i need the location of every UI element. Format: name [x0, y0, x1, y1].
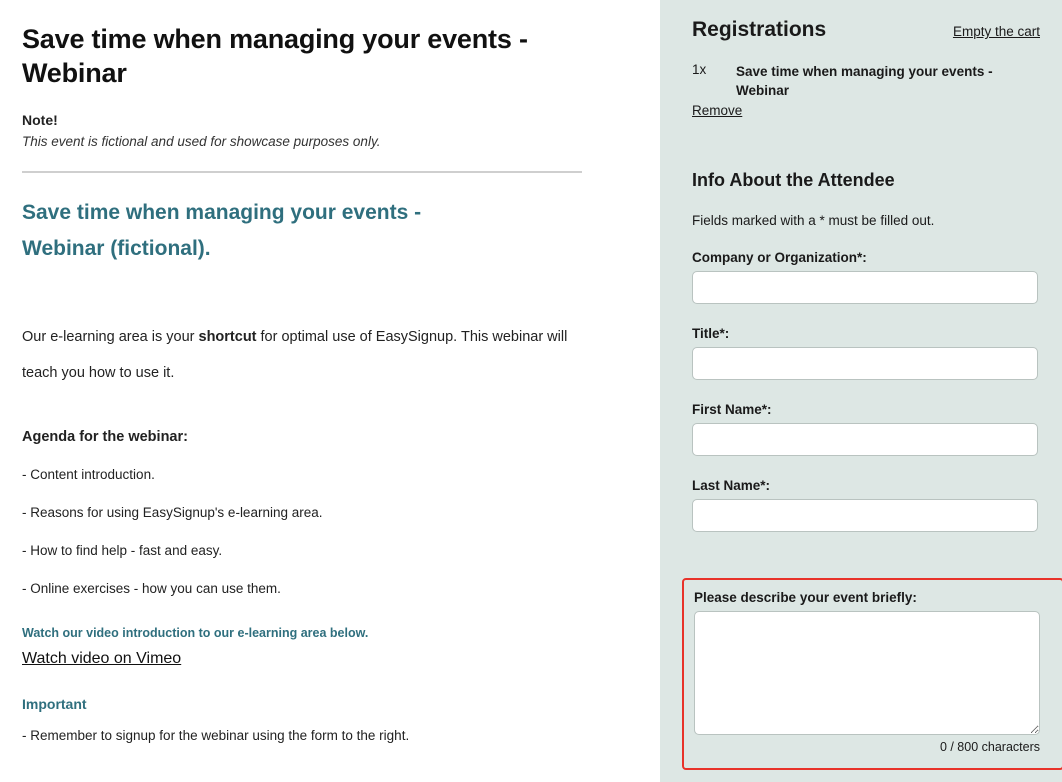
intro-paragraph	[22, 319, 580, 391]
agenda-item: - Reasons for using EasySignup's e-learning area.	[22, 505, 323, 520]
company-field-label: Company or Organization*:	[692, 250, 867, 265]
describe-event-highlighted-group	[682, 578, 1062, 770]
cart-item-name: Save time when managing your events - Webinar	[736, 64, 993, 98]
article-subtitle: Save time when managing your events - Webinar (fictional).	[22, 201, 422, 260]
page-title: Save time when managing your events - Webinar	[22, 24, 528, 88]
agenda-item: - How to find help - fast and easy.	[22, 543, 223, 558]
registration-sidebar	[660, 0, 1062, 782]
last-name-input[interactable]	[692, 499, 1038, 532]
note-text: This event is fictional and used for showcase purposes only.	[22, 134, 381, 149]
first-name-field-label: First Name*:	[692, 402, 772, 417]
empty-cart-link[interactable]: Empty the cart	[952, 24, 1040, 39]
important-heading: Important	[22, 696, 87, 712]
describe-event-label: Please describe your event briefly:	[694, 590, 917, 605]
intro-text-before: Our e-learning area is your	[22, 329, 199, 345]
registrations-header	[692, 18, 1040, 42]
describe-event-textarea[interactable]	[694, 611, 1040, 735]
intro-bold-word: shortcut	[198, 329, 257, 345]
intro-text-after: for optimal use of EasySignup. This webinar will teach you how to use it.	[22, 329, 568, 381]
note-label: Note!	[22, 112, 58, 128]
video-note: Watch our video introduction to our e-learning area below.	[22, 626, 369, 640]
divider	[22, 171, 582, 173]
attendee-info-title: Info About the Attendee	[692, 170, 895, 190]
character-counter: 0 / 800 characters	[939, 740, 1040, 754]
title-field-label: Title*:	[692, 326, 730, 341]
company-input[interactable]	[692, 271, 1038, 304]
important-item: - Remember to signup for the webinar using the form to the right.	[22, 728, 410, 743]
agenda-item: - Online exercises - how you can use them.	[22, 581, 281, 596]
cart-item-row	[692, 62, 1040, 100]
registrations-title: Registrations	[692, 18, 827, 41]
agenda-heading: Agenda for the webinar:	[22, 429, 188, 445]
title-input[interactable]	[692, 347, 1038, 380]
cart-item-quantity: 1x	[692, 62, 707, 77]
first-name-input[interactable]	[692, 423, 1038, 456]
watch-video-link[interactable]: Watch video on Vimeo	[22, 650, 182, 667]
cart-item-details	[736, 62, 1040, 100]
required-fields-note: Fields marked with a * must be filled out.	[692, 213, 935, 228]
agenda-item: - Content introduction.	[22, 467, 155, 482]
last-name-field-label: Last Name*:	[692, 478, 771, 493]
remove-cart-item-link[interactable]: Remove	[692, 103, 743, 118]
